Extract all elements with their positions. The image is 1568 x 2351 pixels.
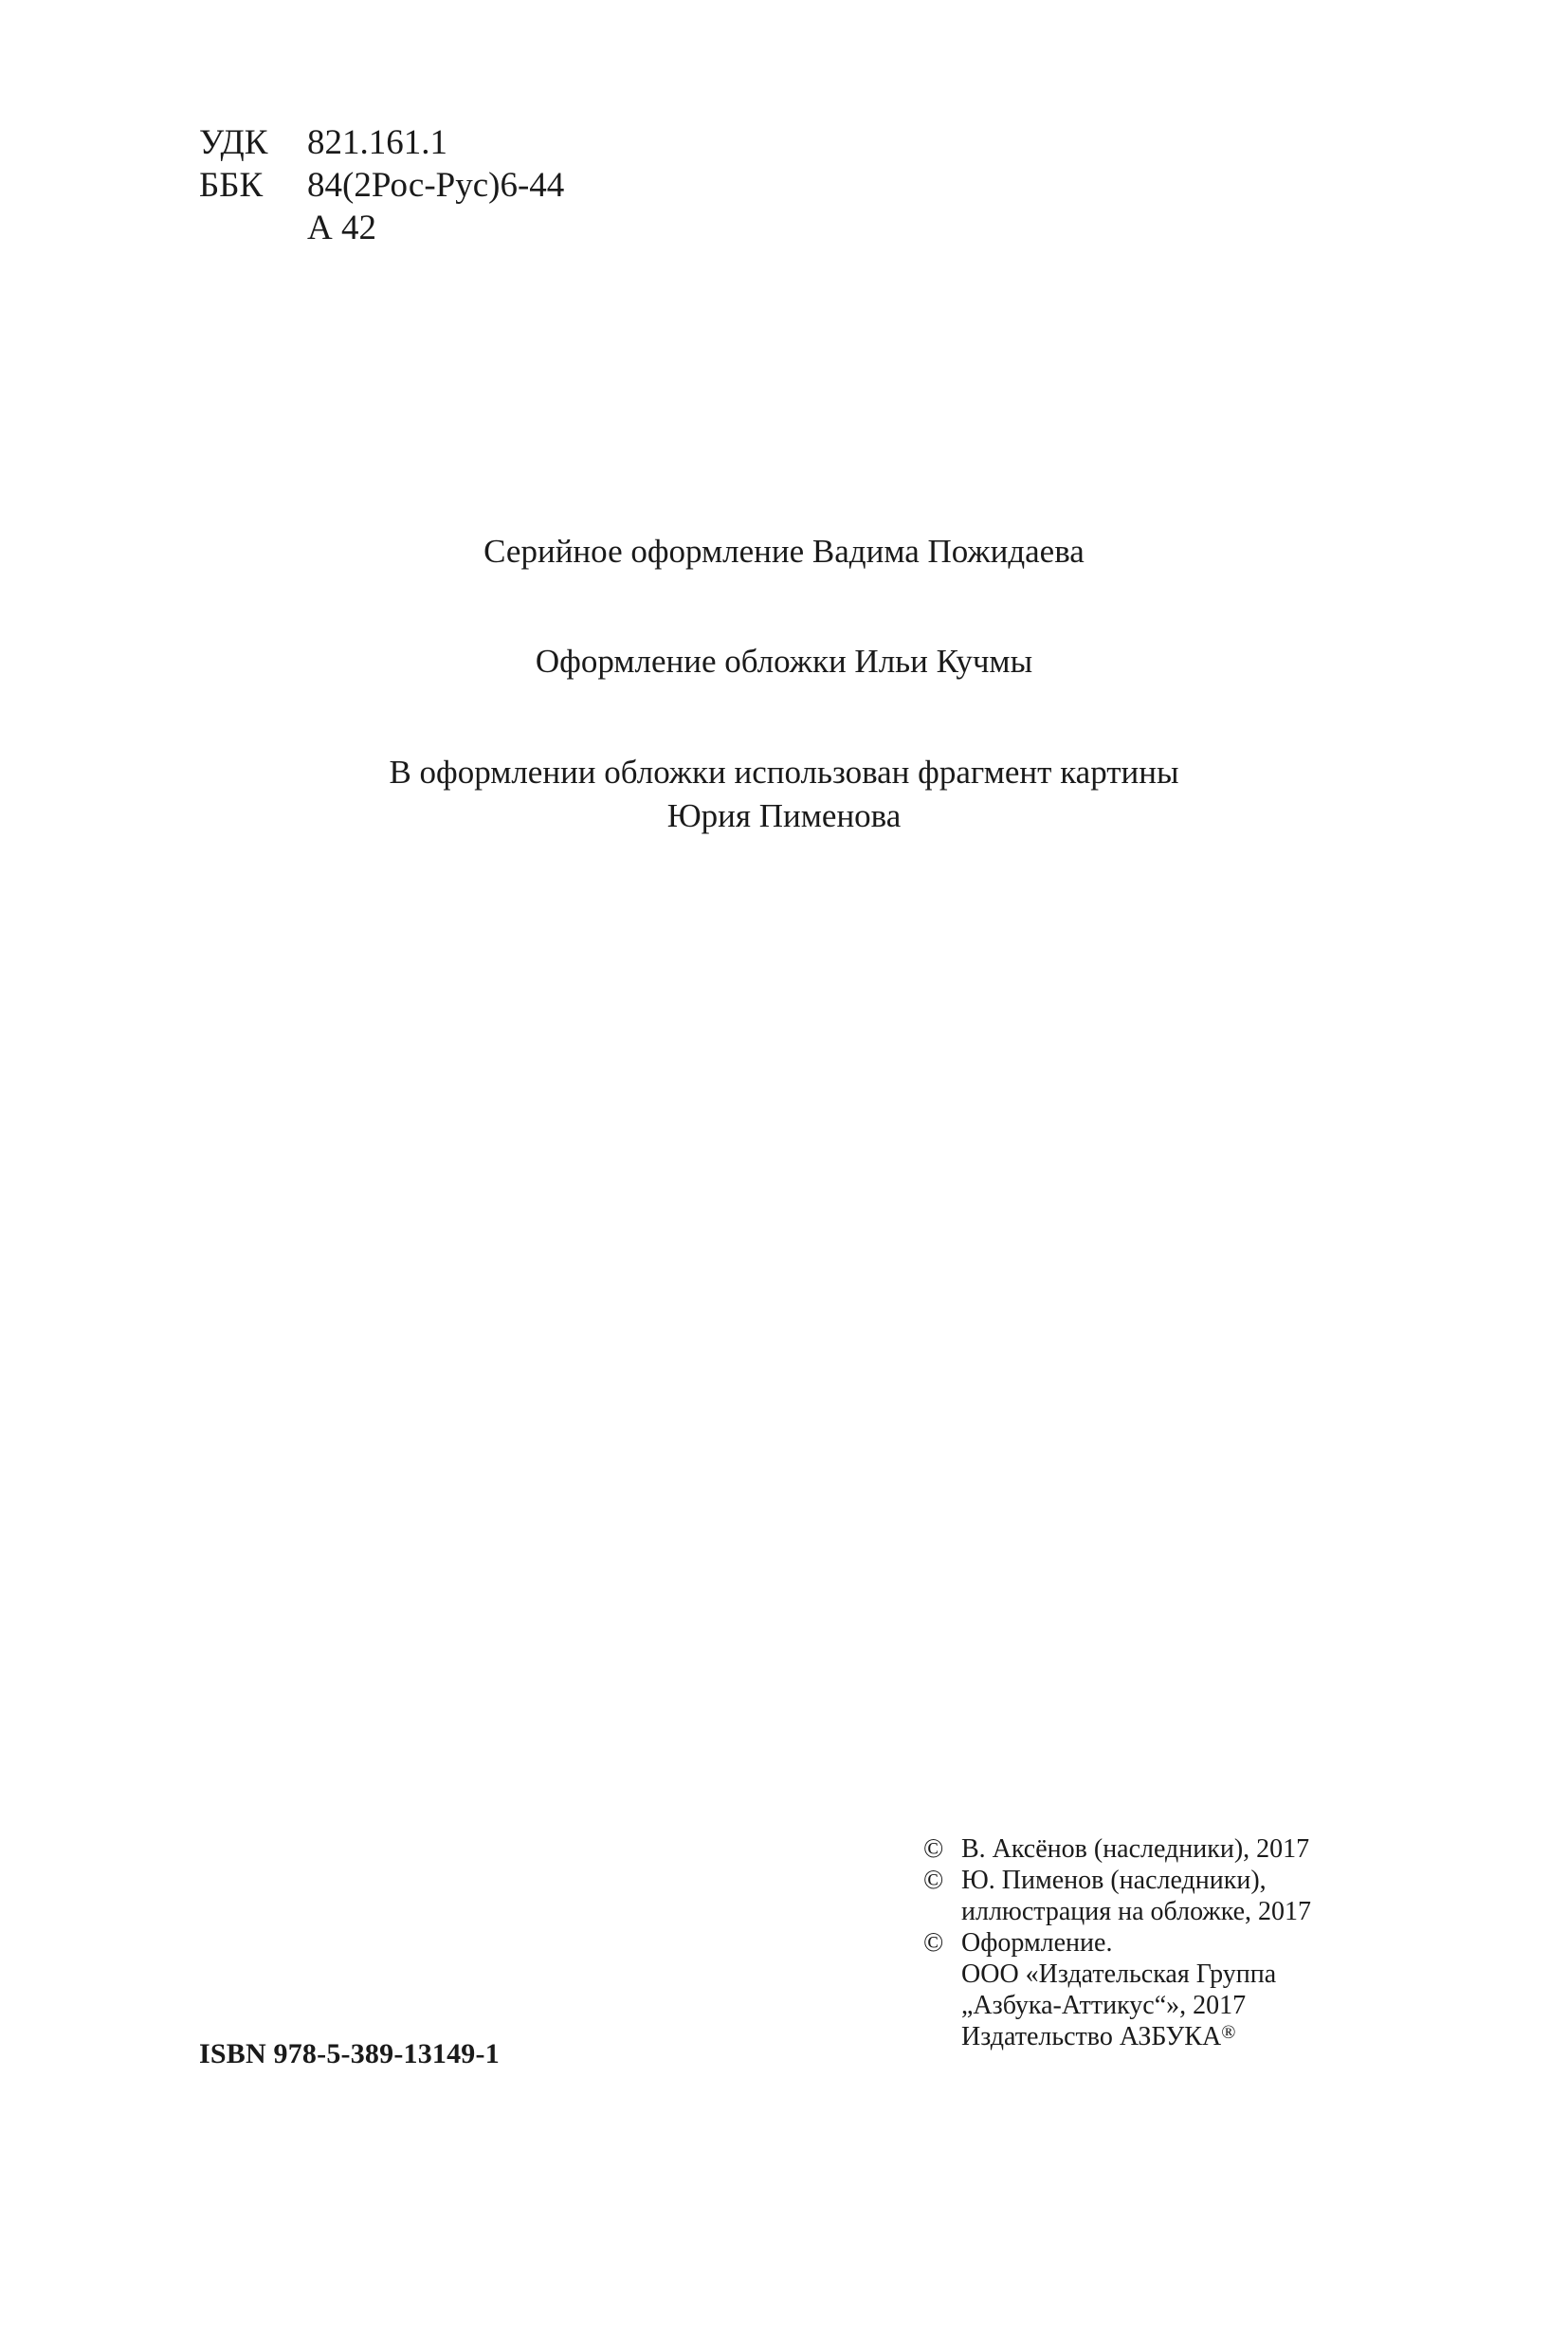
- author-mark: А 42: [307, 209, 376, 247]
- copyright-illustrator-line-1: Ю. Пименов (наследники),: [961, 1866, 1267, 1895]
- udk-value: 821.161.1: [307, 123, 447, 162]
- copyright-entry-design: [920, 1927, 1311, 2052]
- cover-painting-line-2: Юрия Пименова: [666, 797, 902, 834]
- cover-painting-credit: [0, 751, 1568, 838]
- copyright-design-line-4: [961, 2021, 1311, 2052]
- copyright-design-line-2: ООО «Издательская Группа: [961, 1959, 1277, 1989]
- copyright-entry-illustrator: [920, 1865, 1311, 1927]
- copyright-author-line: В. Аксёнов (наследники), 2017: [961, 1834, 1310, 1864]
- copyright-symbol: ©: [923, 1834, 944, 1864]
- bbk-value: 84(2Рос-Рус)6-44: [307, 166, 565, 205]
- copyright-block: [920, 1833, 1311, 2052]
- copyright-symbol: ©: [923, 1866, 944, 1895]
- copyright-illustrator-line-2: иллюстрация на обложке, 2017: [961, 1897, 1312, 1926]
- udk-label: УДК: [199, 123, 268, 162]
- cover-design-credit: Оформление обложки Ильи Кучмы: [535, 643, 1033, 680]
- isbn: ISBN 978-5-389-13149-1: [199, 2038, 500, 2069]
- copyright-symbol: ©: [923, 1928, 944, 1958]
- classification-block: [199, 121, 564, 249]
- copyright-design-line-3: „Азбука-Аттикус“», 2017: [961, 1991, 1247, 2020]
- bbk-label: ББК: [199, 166, 264, 205]
- bbk-row: [199, 164, 564, 207]
- publisher-name: Издательство АЗБУКА: [961, 2022, 1222, 2051]
- series-design-credit: Серийное оформление Вадима Пожидаева: [483, 533, 1085, 570]
- registered-mark: ®: [1221, 2022, 1236, 2043]
- cover-painting-line-1: В оформлении обложки использован фрагмент картины: [389, 754, 1179, 791]
- copyright-design-line-1: Оформление.: [961, 1928, 1113, 1958]
- copyright-entry-author: [920, 1833, 1311, 1865]
- udk-row: [199, 121, 564, 164]
